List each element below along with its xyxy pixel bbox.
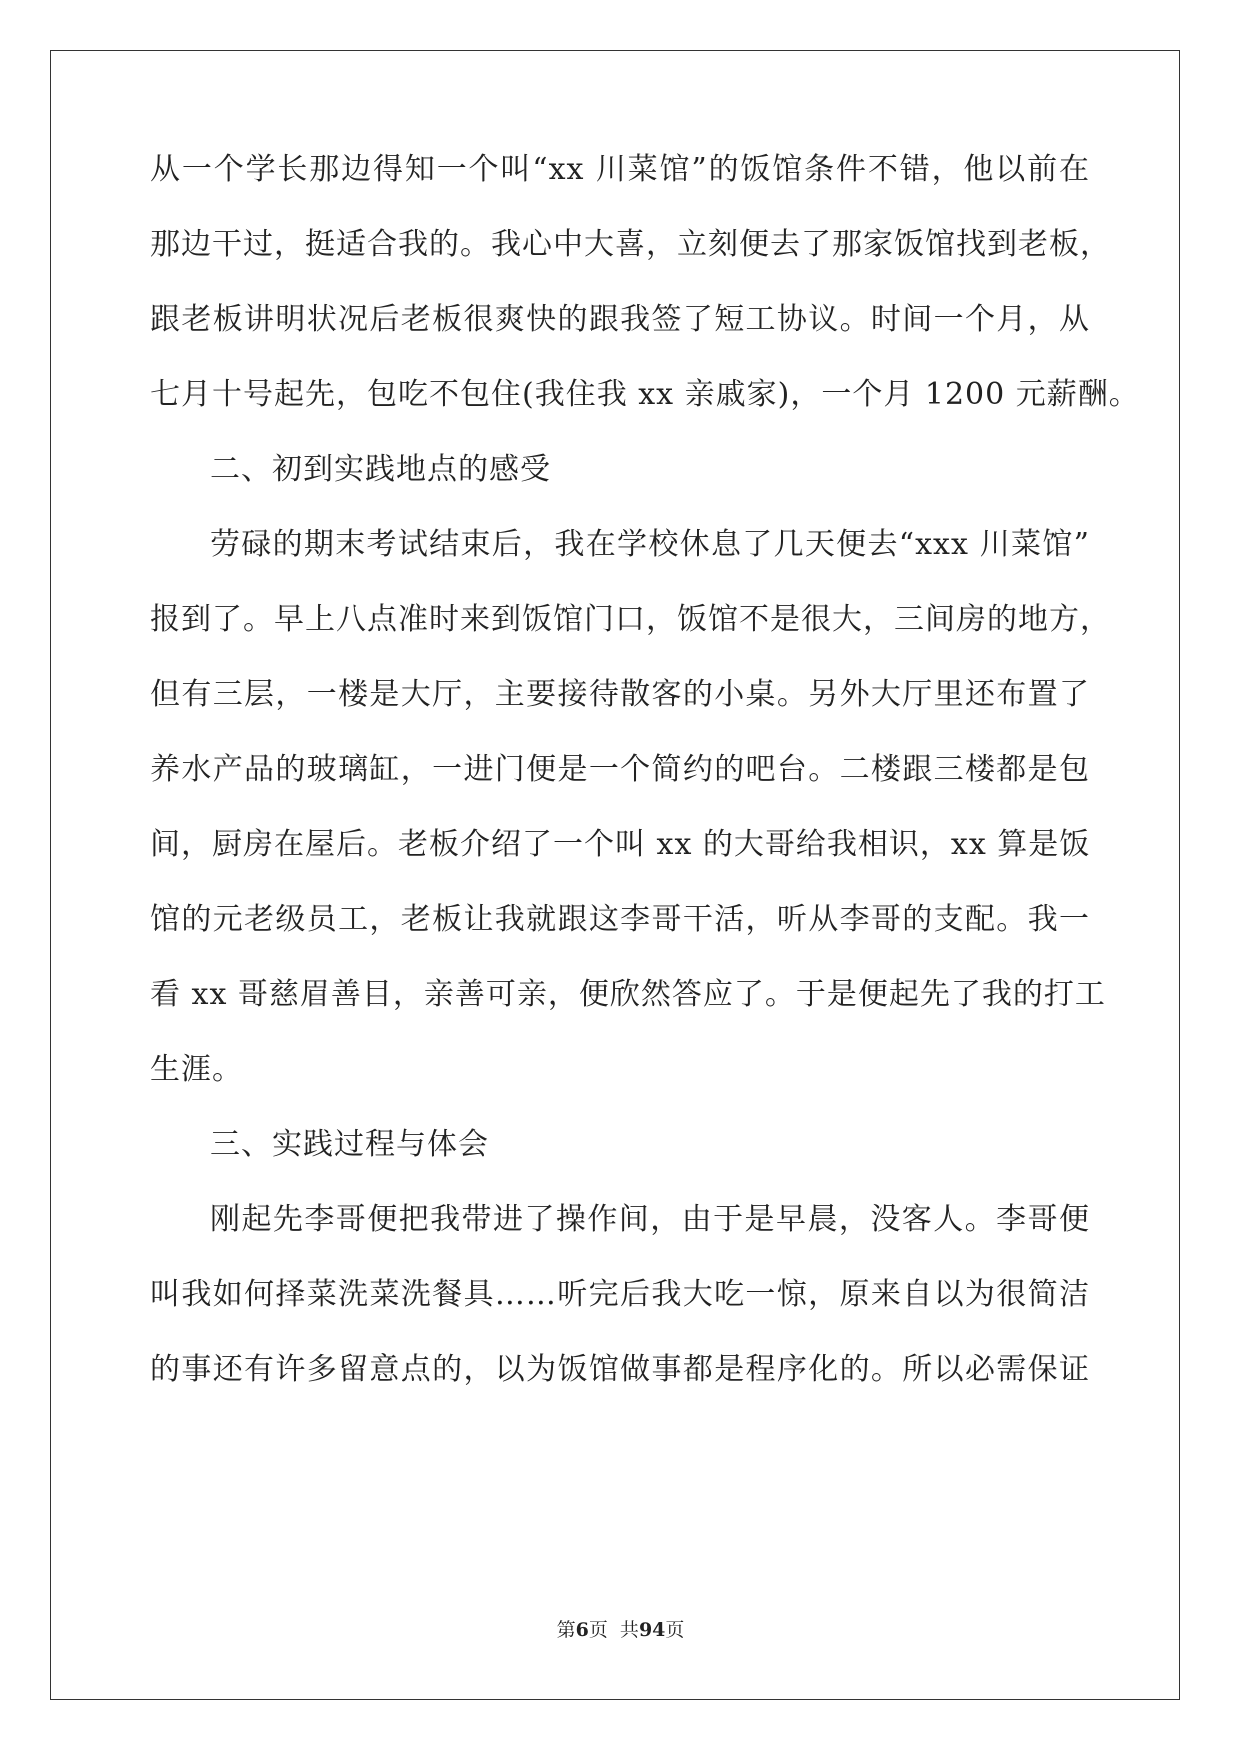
body-line-6: 劳碌的期末考试结束后，我在学校休息了几天便去“xxx 川菜馆”: [210, 527, 1090, 562]
body-line-12: 看 xx 哥慈眉善目，亲善可亲，便欣然答应了。于是便起先了我的打工: [150, 977, 1106, 1012]
section-heading-3: 三、实践过程与体会: [210, 1127, 489, 1162]
footer-mid: 页 共: [588, 1619, 639, 1641]
body-line-17: 的事还有许多留意点的，以为饭馆做事都是程序化的。所以必需保证: [150, 1352, 1090, 1387]
body-line-3: 跟老板讲明状况后老板很爽快的跟我签了短工协议。时间一个月，从: [150, 302, 1090, 337]
footer-page-number: 6: [575, 1619, 589, 1641]
footer-total-pages: 94: [638, 1619, 666, 1641]
body-line-15: 刚起先李哥便把我带进了操作间，由于是早晨，没客人。李哥便: [210, 1202, 1090, 1237]
body-line-13: 生涯。: [150, 1052, 243, 1087]
body-line-11: 馆的元老级员工，老板让我就跟这李哥干活，听从李哥的支配。我一: [150, 902, 1090, 937]
page-border: [50, 50, 1180, 1700]
body-line-10: 间，厨房在屋后。老板介绍了一个叫 xx 的大哥给我相识，xx 算是饭: [150, 827, 1091, 862]
body-line-2: 那边干过，挺适合我的。我心中大喜，立刻便去了那家饭馆找到老板，: [150, 227, 1111, 262]
body-line-1: 从一个学长那边得知一个叫“xx 川菜馆”的饭馆条件不错，他以前在: [150, 152, 1090, 187]
body-line-7: 报到了。早上八点准时来到饭馆门口，饭馆不是很大，三间房的地方，: [150, 602, 1111, 637]
body-line-8: 但有三层，一楼是大厅，主要接待散客的小桌。另外大厅里还布置了: [150, 677, 1090, 712]
footer-prefix: 第: [556, 1619, 576, 1641]
body-line-9: 养水产品的玻璃缸，一进门便是一个简约的吧台。二楼跟三楼都是包: [150, 752, 1090, 787]
body-line-4: 七月十号起先，包吃不包住(我住我 xx 亲戚家)，一个月 1200 元薪酬。: [150, 377, 1140, 412]
section-heading-2: 二、初到实践地点的感受: [210, 452, 551, 487]
footer-suffix: 页: [665, 1619, 685, 1641]
page-footer: [0, 1618, 1241, 1642]
body-line-16: 叫我如何择菜洗菜洗餐具……听完后我大吃一惊，原来自以为很简洁: [150, 1277, 1090, 1312]
